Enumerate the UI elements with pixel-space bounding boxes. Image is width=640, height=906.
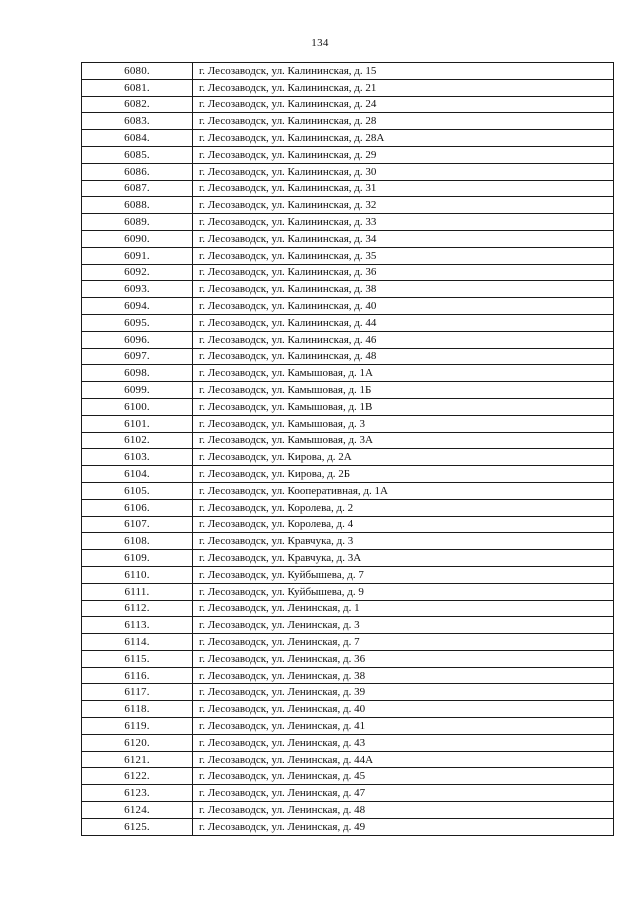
- table-row: [82, 163, 614, 180]
- address-cell: г. Лесозаводск, ул. Кирова, д. 2Б: [193, 466, 614, 483]
- table-row: [82, 466, 614, 483]
- address-cell: г. Лесозаводск, ул. Калининская, д. 15: [193, 63, 614, 80]
- address-cell: г. Лесозаводск, ул. Кравчука, д. 3А: [193, 550, 614, 567]
- table-row: [82, 130, 614, 147]
- address-cell: г. Лесозаводск, ул. Кооперативная, д. 1А: [193, 482, 614, 499]
- table-row: [82, 785, 614, 802]
- address-cell: г. Лесозаводск, ул. Калининская, д. 31: [193, 180, 614, 197]
- address-cell: г. Лесозаводск, ул. Камышовая, д. 1В: [193, 398, 614, 415]
- address-cell: г. Лесозаводск, ул. Ленинская, д. 3: [193, 617, 614, 634]
- table-row: [82, 617, 614, 634]
- table-row: [82, 197, 614, 214]
- table-row: [82, 298, 614, 315]
- row-number-cell: 6080.: [82, 63, 193, 80]
- address-cell: г. Лесозаводск, ул. Калининская, д. 30: [193, 163, 614, 180]
- table-row: [82, 96, 614, 113]
- address-cell: г. Лесозаводск, ул. Камышовая, д. 1А: [193, 365, 614, 382]
- row-number-cell: 6113.: [82, 617, 193, 634]
- row-number-cell: 6086.: [82, 163, 193, 180]
- table-row: [82, 331, 614, 348]
- table-row: [82, 550, 614, 567]
- address-cell: г. Лесозаводск, ул. Камышовая, д. 1Б: [193, 382, 614, 399]
- row-number-cell: 6123.: [82, 785, 193, 802]
- table-body: [82, 63, 614, 836]
- row-number-cell: 6095.: [82, 314, 193, 331]
- table-row: [82, 230, 614, 247]
- table-row: [82, 180, 614, 197]
- table-row: [82, 634, 614, 651]
- address-cell: г. Лесозаводск, ул. Калининская, д. 46: [193, 331, 614, 348]
- table-row: [82, 566, 614, 583]
- row-number-cell: 6093.: [82, 281, 193, 298]
- address-cell: г. Лесозаводск, ул. Калининская, д. 38: [193, 281, 614, 298]
- table-row: [82, 382, 614, 399]
- address-cell: г. Лесозаводск, ул. Ленинская, д. 41: [193, 718, 614, 735]
- row-number-cell: 6098.: [82, 365, 193, 382]
- table-row: [82, 264, 614, 281]
- row-number-cell: 6089.: [82, 214, 193, 231]
- row-number-cell: 6091.: [82, 247, 193, 264]
- row-number-cell: 6102.: [82, 432, 193, 449]
- address-cell: г. Лесозаводск, ул. Ленинская, д. 44А: [193, 751, 614, 768]
- table-row: [82, 415, 614, 432]
- row-number-cell: 6104.: [82, 466, 193, 483]
- address-cell: г. Лесозаводск, ул. Калининская, д. 21: [193, 79, 614, 96]
- table-row: [82, 281, 614, 298]
- address-cell: г. Лесозаводск, ул. Королева, д. 4: [193, 516, 614, 533]
- row-number-cell: 6117.: [82, 684, 193, 701]
- table-row: [82, 650, 614, 667]
- address-cell: г. Лесозаводск, ул. Калининская, д. 40: [193, 298, 614, 315]
- row-number-cell: 6122.: [82, 768, 193, 785]
- address-cell: г. Лесозаводск, ул. Калининская, д. 24: [193, 96, 614, 113]
- address-cell: г. Лесозаводск, ул. Королева, д. 2: [193, 499, 614, 516]
- row-number-cell: 6096.: [82, 331, 193, 348]
- row-number-cell: 6083.: [82, 113, 193, 130]
- table-row: [82, 449, 614, 466]
- table-row: [82, 348, 614, 365]
- address-cell: г. Лесозаводск, ул. Ленинская, д. 43: [193, 734, 614, 751]
- address-cell: г. Лесозаводск, ул. Ленинская, д. 45: [193, 768, 614, 785]
- row-number-cell: 6101.: [82, 415, 193, 432]
- address-cell: г. Лесозаводск, ул. Ленинская, д. 39: [193, 684, 614, 701]
- row-number-cell: 6108.: [82, 533, 193, 550]
- row-number-cell: 6097.: [82, 348, 193, 365]
- row-number-cell: 6085.: [82, 146, 193, 163]
- table-row: [82, 482, 614, 499]
- table-row: [82, 432, 614, 449]
- table-row: [82, 533, 614, 550]
- row-number-cell: 6105.: [82, 482, 193, 499]
- table-row: [82, 818, 614, 835]
- address-cell: г. Лесозаводск, ул. Куйбышева, д. 7: [193, 566, 614, 583]
- page-number: 134: [311, 37, 329, 49]
- row-number-cell: 6084.: [82, 130, 193, 147]
- table-row: [82, 802, 614, 819]
- table-row: [82, 247, 614, 264]
- table-row: [82, 146, 614, 163]
- table-row: [82, 314, 614, 331]
- row-number-cell: 6111.: [82, 583, 193, 600]
- row-number-cell: 6082.: [82, 96, 193, 113]
- row-number-cell: 6116.: [82, 667, 193, 684]
- address-cell: г. Лесозаводск, ул. Калининская, д. 48: [193, 348, 614, 365]
- address-cell: г. Лесозаводск, ул. Ленинская, д. 38: [193, 667, 614, 684]
- address-cell: г. Лесозаводск, ул. Ленинская, д. 48: [193, 802, 614, 819]
- table-row: [82, 734, 614, 751]
- row-number-cell: 6110.: [82, 566, 193, 583]
- address-table: [81, 62, 614, 836]
- address-cell: г. Лесозаводск, ул. Ленинская, д. 49: [193, 818, 614, 835]
- row-number-cell: 6119.: [82, 718, 193, 735]
- table-row: [82, 600, 614, 617]
- row-number-cell: 6106.: [82, 499, 193, 516]
- address-cell: г. Лесозаводск, ул. Калининская, д. 36: [193, 264, 614, 281]
- address-cell: г. Лесозаводск, ул. Ленинская, д. 40: [193, 701, 614, 718]
- row-number-cell: 6109.: [82, 550, 193, 567]
- row-number-cell: 6081.: [82, 79, 193, 96]
- table-row: [82, 718, 614, 735]
- table-row: [82, 516, 614, 533]
- address-cell: г. Лесозаводск, ул. Калининская, д. 28А: [193, 130, 614, 147]
- row-number-cell: 6118.: [82, 701, 193, 718]
- address-cell: г. Лесозаводск, ул. Калининская, д. 29: [193, 146, 614, 163]
- address-cell: г. Лесозаводск, ул. Кирова, д. 2А: [193, 449, 614, 466]
- table-row: [82, 79, 614, 96]
- address-cell: г. Лесозаводск, ул. Ленинская, д. 1: [193, 600, 614, 617]
- table-row: [82, 499, 614, 516]
- address-cell: г. Лесозаводск, ул. Калининская, д. 33: [193, 214, 614, 231]
- row-number-cell: 6107.: [82, 516, 193, 533]
- row-number-cell: 6103.: [82, 449, 193, 466]
- row-number-cell: 6092.: [82, 264, 193, 281]
- row-number-cell: 6087.: [82, 180, 193, 197]
- table-row: [82, 63, 614, 80]
- table-row: [82, 751, 614, 768]
- table-row: [82, 583, 614, 600]
- table-row: [82, 398, 614, 415]
- address-cell: г. Лесозаводск, ул. Кравчука, д. 3: [193, 533, 614, 550]
- row-number-cell: 6120.: [82, 734, 193, 751]
- address-cell: г. Лесозаводск, ул. Ленинская, д. 47: [193, 785, 614, 802]
- row-number-cell: 6114.: [82, 634, 193, 651]
- table-row: [82, 667, 614, 684]
- address-cell: г. Лесозаводск, ул. Калининская, д. 28: [193, 113, 614, 130]
- row-number-cell: 6125.: [82, 818, 193, 835]
- address-cell: г. Лесозаводск, ул. Камышовая, д. 3А: [193, 432, 614, 449]
- row-number-cell: 6094.: [82, 298, 193, 315]
- table-row: [82, 768, 614, 785]
- address-cell: г. Лесозаводск, ул. Ленинская, д. 36: [193, 650, 614, 667]
- row-number-cell: 6124.: [82, 802, 193, 819]
- address-cell: г. Лесозаводск, ул. Калининская, д. 35: [193, 247, 614, 264]
- table-row: [82, 365, 614, 382]
- table-row: [82, 113, 614, 130]
- table-row: [82, 684, 614, 701]
- address-cell: г. Лесозаводск, ул. Калининская, д. 32: [193, 197, 614, 214]
- address-cell: г. Лесозаводск, ул. Куйбышева, д. 9: [193, 583, 614, 600]
- address-cell: г. Лесозаводск, ул. Камышовая, д. 3: [193, 415, 614, 432]
- row-number-cell: 6090.: [82, 230, 193, 247]
- row-number-cell: 6099.: [82, 382, 193, 399]
- row-number-cell: 6121.: [82, 751, 193, 768]
- address-cell: г. Лесозаводск, ул. Ленинская, д. 7: [193, 634, 614, 651]
- row-number-cell: 6115.: [82, 650, 193, 667]
- address-cell: г. Лесозаводск, ул. Калининская, д. 44: [193, 314, 614, 331]
- row-number-cell: 6088.: [82, 197, 193, 214]
- row-number-cell: 6112.: [82, 600, 193, 617]
- address-cell: г. Лесозаводск, ул. Калининская, д. 34: [193, 230, 614, 247]
- row-number-cell: 6100.: [82, 398, 193, 415]
- table-row: [82, 214, 614, 231]
- table-row: [82, 701, 614, 718]
